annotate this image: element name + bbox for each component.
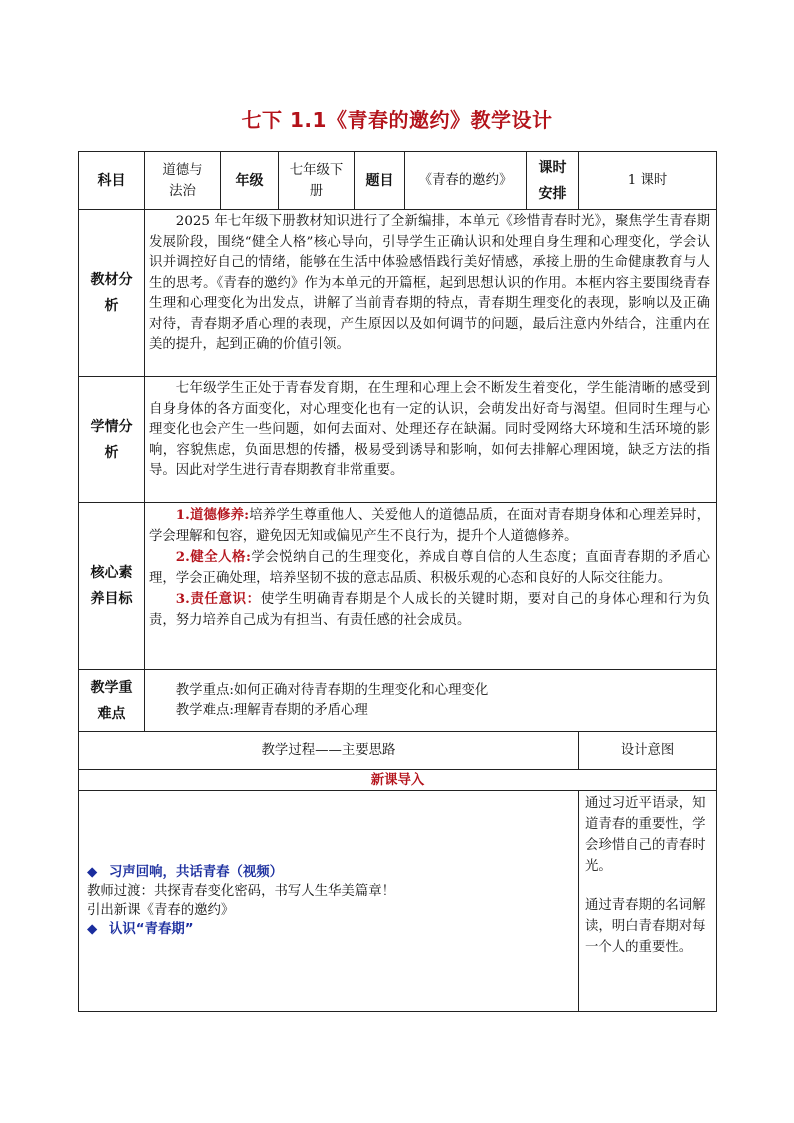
process-spacer xyxy=(87,791,572,863)
grade-label: 年级 xyxy=(221,152,279,210)
textbook-analysis xyxy=(145,210,717,377)
key-points-row xyxy=(79,670,717,732)
core-goals xyxy=(145,503,717,670)
core-goal-2 xyxy=(149,547,710,589)
hours-label-text: 课时安排 xyxy=(538,159,567,202)
design-intent-2: 通过青春期的名词解读，明白青春期对每一个人的重要性。 xyxy=(585,898,706,955)
grade-value xyxy=(279,152,355,210)
lesson-plan-table xyxy=(78,151,717,1012)
process-content xyxy=(79,791,579,1012)
lead-in-heading: 新课导入 xyxy=(79,770,717,791)
design-intent-1: 通过习近平语录，知道青春的重要性，学会珍惜自己的青春时光。 xyxy=(585,796,706,874)
design-intent xyxy=(579,791,717,1012)
textbook-row xyxy=(79,210,717,377)
topic-value: 《青春的邀约》 xyxy=(405,152,527,210)
key-points-label xyxy=(79,670,145,732)
key-points-label-text: 教学重难点 xyxy=(90,679,133,722)
learners-label xyxy=(79,377,145,503)
info-row xyxy=(79,152,717,210)
key-point-text: 教学重点:如何正确对待青春期的生理变化和心理变化 xyxy=(175,682,489,698)
new-lesson-intro: 引出新课《青春的邀约》 xyxy=(87,903,235,918)
subject-value xyxy=(145,152,221,210)
core-goal-1 xyxy=(149,505,710,547)
process-item-1-title: 习声回响，共话青春（视频） xyxy=(109,865,284,880)
hours-label xyxy=(527,152,579,210)
core-label xyxy=(79,503,145,670)
intent-header: 设计意图 xyxy=(579,732,717,770)
hours-value: 1 课时 xyxy=(579,152,717,210)
textbook-label xyxy=(79,210,145,377)
core-label-text: 核心素养目标 xyxy=(90,565,133,607)
grade-value-text: 七年级下册 xyxy=(289,162,344,199)
core-row xyxy=(79,503,717,670)
difficult-point-text: 教学难点:理解青春期的矛盾心理 xyxy=(175,702,368,718)
teacher-transition: 教师过渡：共探青春变化密码，书写人生华美篇章！ xyxy=(87,884,395,899)
topic-label: 题目 xyxy=(355,152,405,210)
learners-analysis-text: 七年级学生正处于青春发育期，在生理和心理上会不断发生着变化，学生能清晰的感受到自身身体的各方面变化，对心理变化也有一定的认识，会萌发出好奇与渴望。但同时生理与心理变化也会产生一些问题，如何去面对、处理还存在缺漏。同时受网络大环境和生活环境的影响，容貌焦虑，负面思想的传播，极易受到诱导和影响，如何去排解心理困境，缺乏方法的指导。因此对学生进行青春期教育非常重要。 xyxy=(149,381,710,478)
textbook-analysis-text: 2025 年七年级下册教材知识进行了全新编排，本单元《珍惜青春时光》，聚焦学生青春期发展阶段，围绕“健全人格”核心导向，引导学生正确认识和处理自身生理和心理变化，学会认识并调控好自己的情绪，能够在生活中体验感悟践行美好情感，承接上册的生命健康教育与人生的思考。《青春的邀约》作为本单元的开篇框，起到思想认识的作用。本框内容主要围绕青春生理和心理变化为出发点，讲解了当前青春期的特点，青春期生理变化的表现，影响以及正确对待，青春期矛盾心理的表现，产生原因以及如何调节的问题，最后注意内外结合，注重内在美的提升，起到正确的价值引领。 xyxy=(149,214,710,352)
process-header: 教学过程——主要思路 xyxy=(79,732,579,770)
process-item-2-title: 认识“青春期” xyxy=(109,922,194,937)
subject-value-text: 道德与法治 xyxy=(162,162,203,199)
subject-label: 科目 xyxy=(79,152,145,210)
process-row xyxy=(79,791,717,1012)
learners-row xyxy=(79,377,717,503)
core-goal-2-title: 2.健全人格: xyxy=(175,549,251,565)
intent-spacer xyxy=(585,877,712,895)
learners-analysis xyxy=(145,377,717,503)
document-title: 七下 1.1《青春的邀约》教学设计 xyxy=(241,108,553,132)
key-points xyxy=(145,670,717,732)
core-goal-1-text: 培养学生尊重他人、关爱他人的道德品质，在面对青春期身体和心理差异时，学会理解和包容，避免因无知或偏见产生不良行为，提升个人道德修养。 xyxy=(149,508,711,544)
core-goal-1-title: 1.道德修养: xyxy=(175,507,250,523)
diamond-bullet-icon: ◆ xyxy=(87,865,98,880)
core-goal-3-text: 使学生明确青春期是个人成长的关键时期，要对自己的身体心理和行为负责，努力培养自己成为有担当、有责任感的社会成员。 xyxy=(149,592,710,628)
core-goal-3 xyxy=(149,589,710,631)
lead-in-row xyxy=(79,770,717,791)
process-item-2 xyxy=(87,920,572,939)
core-goal-2-text: 学会悦纳自己的生理变化，养成自尊自信的人生态度；直面青春期的矛盾心理，学会正确处理，培养坚韧不拔的意志品质、积极乐观的心态和良好的人际交往能力。 xyxy=(149,550,710,586)
process-header-row xyxy=(79,732,717,770)
core-goal-3-title: 3.责任意识： xyxy=(175,591,261,607)
learners-label-text: 学情分析 xyxy=(90,418,133,461)
process-item-1 xyxy=(87,863,572,882)
diamond-bullet-icon: ◆ xyxy=(87,922,98,937)
textbook-label-text: 教材分析 xyxy=(90,272,133,314)
